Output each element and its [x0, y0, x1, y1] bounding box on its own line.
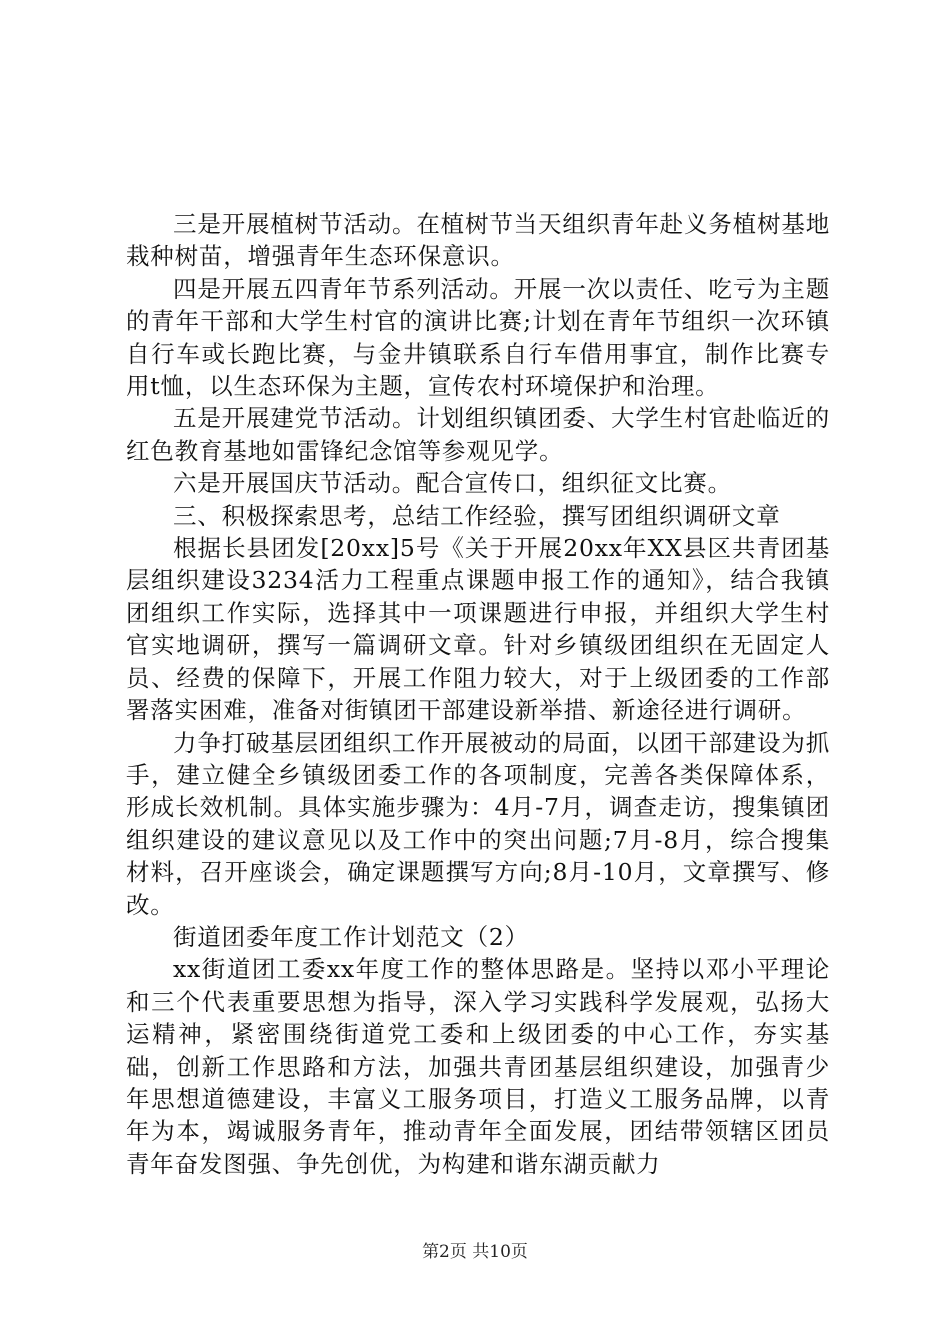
paragraph-party-day: 五是开展建党节活动。计划组织镇团委、大学生村官赴临近的红色教育基地如雷锋纪念馆等参观见学。 [126, 404, 830, 465]
section-heading-sample-2: 街道团委年度工作计划范文（2） [173, 922, 529, 951]
paragraph-national-day: 六是开展国庆节活动。配合宣传口，组织征文比赛。 [173, 469, 732, 498]
paragraph-implementation-steps: 力争打破基层团组织工作开展被动的局面，以团干部建设为抓手，建立健全乡镇级团委工作的各项制度，完善各类保障体系，形成长效机制。具体实施步骤为：4月-7月，调查走访，搜集镇团组织建设的建议意见以及工作中的突出问题;7月-8月，综合搜集材料，召开座谈会，确定课题撰写方向;8月-10月，文章撰写、修改。 [126, 728, 830, 919]
paragraph-research-notice: 根据长县团发[20xx]5号《关于开展20xx年XX县区共青团基层组织建设3234活力工程重点课题申报工作的通知》，结合我镇团组织工作实际，选择其中一项课题进行申报，并组织大学生村官实地调研，撰写一篇调研文章。针对乡镇级团组织在无固定人员、经费的保障下，开展工作阻力较大，对于上级团委的工作部署落实困难，准备对街镇团干部建设新举措、新途径进行调研。 [126, 534, 830, 725]
paragraph-youth-day: 四是开展五四青年节系列活动。开展一次以责任、吃亏为主题的青年干部和大学生村官的演讲比赛;计划在青年节组织一次环镇自行车或长跑比赛，与金井镇联系自行车借用事宜，制作比赛专用t恤，以生态环保为主题，宣传农村环境保护和治理。 [126, 274, 830, 401]
document-body [126, 208, 830, 1180]
paragraph-arbor-day: 三是开展植树节活动。在植树节当天组织青年赴义务植树基地栽种树苗，增强青年生态环保意识。 [126, 210, 830, 271]
section-heading-research: 三、积极探索思考，总结工作经验，撰写团组织调研文章 [173, 501, 781, 530]
page-number-footer: 第2页 共10页 [422, 1242, 528, 1262]
paragraph-overall-approach: xx街道团工委xx年度工作的整体思路是。坚持以邓小平理论和三个代表重要思想为指导，深入学习实践科学发展观，弘扬大运精神，紧密围绕街道党工委和上级团委的中心工作，夯实基础，创新工作思路和方法，加强共青团基层组织建设，加强青少年思想道德建设，丰富义工服务项目，打造义工服务品牌，以青年为本，竭诚服务青年，推动青年全面发展，团结带领辖区团员青年奋发图强、争先创优，为构建和谐东湖贡献力 [126, 955, 830, 1178]
